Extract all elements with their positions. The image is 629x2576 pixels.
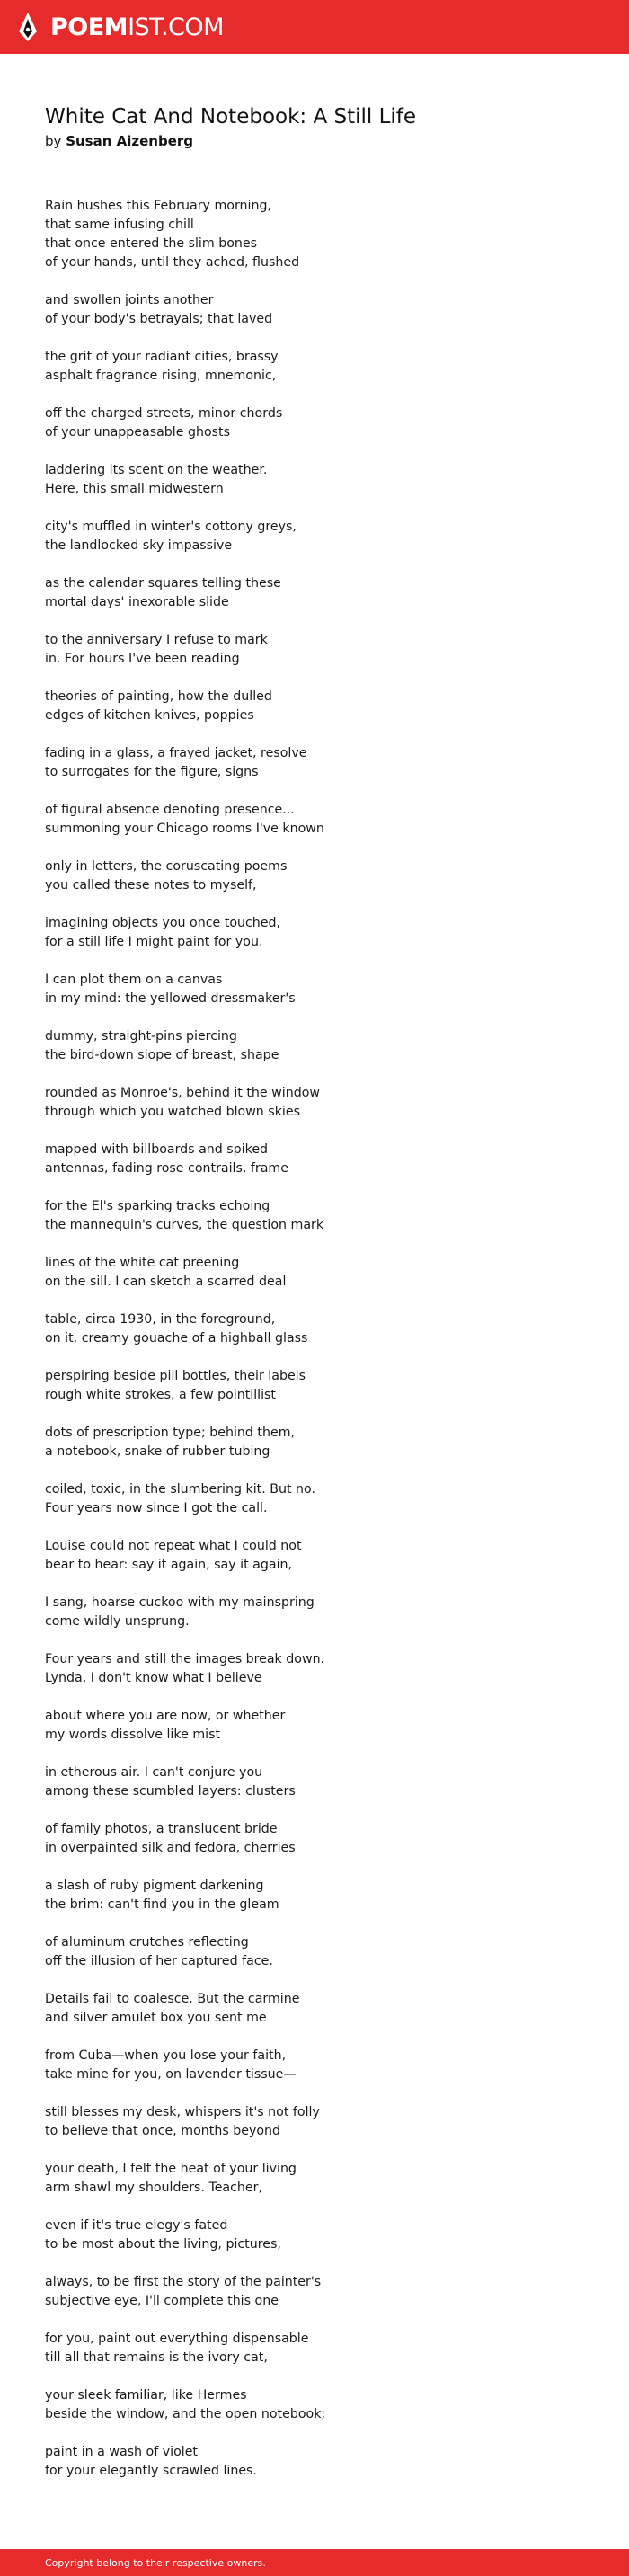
- poem-line: Louise could not repeat what I could not: [45, 1539, 302, 1553]
- poem-body: [45, 197, 584, 2500]
- poem-line: Details fail to coalesce. But the carmine: [45, 1992, 300, 2006]
- poem-stanza: [45, 2273, 584, 2311]
- poem-line: through which you watched blown skies: [45, 1105, 300, 1119]
- poem-line: come wildly unsprung.: [45, 1614, 190, 1629]
- poem-line: till all that remains is the ivory cat,: [45, 2350, 268, 2365]
- poem-line: still blesses my desk, whispers it's not folly: [45, 2105, 320, 2119]
- poem-line: off the illusion of her captured face.: [45, 1954, 273, 1968]
- poem-line: of figural absence denoting presence...: [45, 803, 295, 817]
- poem-stanza: [45, 1707, 584, 1745]
- poem-line: theories of painting, how the dulled: [45, 689, 272, 704]
- poem-stanza: [45, 1027, 584, 1065]
- poem-heading: [45, 103, 584, 150]
- poem-stanza: [45, 1990, 584, 2028]
- poem-stanza: [45, 461, 584, 499]
- poem-line: mortal days' inexorable slide: [45, 595, 229, 609]
- poem-line: asphalt fragrance rising, mnemonic,: [45, 369, 277, 383]
- poem-line: a notebook, snake of rubber tubing: [45, 1444, 270, 1459]
- poem-line: bear to hear: say it again, say it again,: [45, 1558, 293, 1572]
- poem-line: on the sill. I can sketch a scarred deal: [45, 1275, 287, 1289]
- poem-line: your death, I felt the heat of your living: [45, 2162, 297, 2176]
- poem-line: your sleek familiar, like Hermes: [45, 2388, 247, 2403]
- logo-text: [50, 15, 224, 40]
- poem-stanza: [45, 1537, 584, 1575]
- poem-stanza: [45, 1084, 584, 1122]
- copyright-text: Copyright belong to their respective owners.: [45, 2556, 266, 2569]
- poem-line: that same infusing chill: [45, 218, 194, 232]
- poem-stanza: [45, 744, 584, 782]
- poem-line: always, to be first the story of the painter's: [45, 2275, 322, 2289]
- poem-line: antennas, fading rose contrails, frame: [45, 1161, 288, 1176]
- poem-line: in. For hours I've been reading: [45, 652, 240, 666]
- poem-line: Four years now since I got the call.: [45, 1501, 268, 1515]
- poem-stanza: [45, 348, 584, 386]
- pen-nib-icon: [18, 12, 38, 42]
- poem-stanza: [45, 2160, 584, 2198]
- poem-line: summoning your Chicago rooms I've known: [45, 822, 324, 836]
- poem-title: White Cat And Notebook: A Still Life: [45, 105, 417, 129]
- poem-line: as the calendar squares telling these: [45, 576, 281, 591]
- author-name[interactable]: Susan Aizenberg: [66, 133, 193, 149]
- poem-line: paint in a wash of violet: [45, 2445, 198, 2459]
- poem-stanza: [45, 1480, 584, 1518]
- poem-stanza: [45, 1650, 584, 1688]
- poem-line: and silver amulet box you sent me: [45, 2011, 267, 2025]
- poem-line: for a still life I might paint for you.: [45, 935, 263, 949]
- poem-line: rounded as Monroe's, behind it the window: [45, 1086, 320, 1100]
- poem-line: Here, this small midwestern: [45, 482, 224, 496]
- poem-line: in etherous air. I can't conjure you: [45, 1765, 263, 1780]
- poem-line: the mannequin's curves, the question mark: [45, 1218, 324, 1232]
- poem-line: of aluminum crutches reflecting: [45, 1935, 249, 1950]
- poem-stanza: [45, 1933, 584, 1971]
- poem-stanza: [45, 404, 584, 442]
- poem-line: the grit of your radiant cities, brassy: [45, 350, 279, 364]
- poem-stanza: [45, 2386, 584, 2424]
- poem-line: the landlocked sky impassive: [45, 538, 233, 553]
- poem-line: I sang, hoarse cuckoo with my mainspring: [45, 1595, 314, 1610]
- poem-line: perspiring beside pill bottles, their labels: [45, 1369, 306, 1383]
- poem-line: mapped with billboards and spiked: [45, 1142, 269, 1157]
- poem-line: the bird-down slope of breast, shape: [45, 1048, 279, 1062]
- poem-line: arm shawl my shoulders. Teacher,: [45, 2181, 262, 2195]
- poem-line: to believe that once, months beyond: [45, 2124, 281, 2138]
- poem-line: to be most about the living, pictures,: [45, 2237, 281, 2252]
- poem-stanza: [45, 1594, 584, 1631]
- poem-stanza: [45, 1424, 584, 1461]
- poem-line: Four years and still the images break down.: [45, 1652, 325, 1666]
- poem-line: of your hands, until they ached, flushed: [45, 255, 300, 270]
- poem-line: the brim: can't find you in the gleam: [45, 1897, 279, 1912]
- poem-line: imagining objects you once touched,: [45, 916, 281, 930]
- poem-line: of family photos, a translucent bride: [45, 1822, 278, 1836]
- poem-line: in my mind: the yellowed dressmaker's: [45, 991, 296, 1006]
- poem-line: edges of kitchen knives, poppies: [45, 708, 254, 723]
- poem-line: Lynda, I don't know what I believe: [45, 1671, 262, 1685]
- byline-label: by: [45, 133, 62, 149]
- poem-line: even if it's true elegy's fated: [45, 2218, 228, 2233]
- site-logo[interactable]: [18, 12, 224, 42]
- poem-stanza: [45, 688, 584, 725]
- poem-line: off the charged streets, minor chords: [45, 406, 283, 421]
- poem-stanza: [45, 971, 584, 1008]
- poem-line: a slash of ruby pigment darkening: [45, 1879, 264, 1893]
- poem-stanza: [45, 1310, 584, 1348]
- logo-text-bold: POEM: [50, 13, 128, 41]
- poem-stanza: [45, 631, 584, 669]
- poem-line: you called these notes to myself,: [45, 878, 257, 893]
- poem-line: I can plot them on a canvas: [45, 973, 223, 987]
- poem-stanza: [45, 574, 584, 612]
- poem-line: lines of the white cat preening: [45, 1256, 240, 1270]
- poem-stanza: [45, 1141, 584, 1178]
- poem-line: from Cuba—when you lose your faith,: [45, 2048, 287, 2063]
- poem-stanza: [45, 2103, 584, 2141]
- poem-stanza: [45, 291, 584, 329]
- poem-line: for the El's sparking tracks echoing: [45, 1199, 270, 1213]
- poem-line: of your unappeasable ghosts: [45, 425, 231, 440]
- poem-line: of your body's betrayals; that laved: [45, 312, 273, 326]
- poem-stanza: [45, 801, 584, 839]
- byline: [45, 132, 584, 150]
- poem-line: among these scumbled layers: clusters: [45, 1784, 296, 1799]
- poem-line: dots of prescription type; behind them,: [45, 1426, 296, 1440]
- poem-line: my words dissolve like mist: [45, 1728, 221, 1742]
- site-footer: [0, 2549, 629, 2576]
- poem-line: and swollen joints another: [45, 293, 214, 307]
- poem-stanza: [45, 2216, 584, 2254]
- poem-line: laddering its scent on the weather.: [45, 463, 268, 477]
- poem-line: to the anniversary I refuse to mark: [45, 633, 268, 647]
- poem-line: rough white strokes, a few pointillist: [45, 1388, 276, 1402]
- poem-line: in overpainted silk and fedora, cherries: [45, 1841, 296, 1855]
- poem-stanza: [45, 2330, 584, 2367]
- poem-line: subjective eye, I'll complete this one: [45, 2294, 279, 2308]
- poem-stanza: [45, 914, 584, 952]
- poem-line: about where you are now, or whether: [45, 1709, 286, 1723]
- poem-line: for you, paint out everything dispensable: [45, 2332, 309, 2346]
- poem-stanza: [45, 1763, 584, 1801]
- poem-line: beside the window, and the open notebook;: [45, 2407, 326, 2421]
- poem-line: that once entered the slim bones: [45, 236, 258, 251]
- poem-stanza: [45, 2047, 584, 2084]
- poem-line: fading in a glass, a frayed jacket, resolve: [45, 746, 307, 760]
- poem-stanza: [45, 1367, 584, 1405]
- poem-stanza: [45, 857, 584, 895]
- poem-line: Rain hushes this February morning,: [45, 199, 271, 213]
- poem-line: only in letters, the coruscating poems: [45, 859, 288, 874]
- poem-stanza: [45, 1820, 584, 1858]
- poem-stanza: [45, 518, 584, 555]
- poem-line: on it, creamy gouache of a highball glass: [45, 1331, 308, 1346]
- logo-text-light: IST.COM: [128, 13, 224, 41]
- poem-stanza: [45, 1877, 584, 1914]
- poem-line: table, circa 1930, in the foreground,: [45, 1312, 276, 1327]
- poem-line: city's muffled in winter's cottony greys,: [45, 520, 297, 534]
- poem-stanza: [45, 1197, 584, 1235]
- poem-stanza: [45, 1254, 584, 1292]
- site-header: [0, 0, 629, 54]
- poem-stanza: [45, 2443, 584, 2481]
- poem-line: take mine for you, on lavender tissue—: [45, 2067, 297, 2082]
- poem-line: to surrogates for the figure, signs: [45, 765, 259, 779]
- poem-stanza: [45, 197, 584, 272]
- poem-line: dummy, straight-pins piercing: [45, 1029, 237, 1044]
- poem-line: for your elegantly scrawled lines.: [45, 2464, 257, 2478]
- poem-line: coiled, toxic, in the slumbering kit. But no.: [45, 1482, 315, 1497]
